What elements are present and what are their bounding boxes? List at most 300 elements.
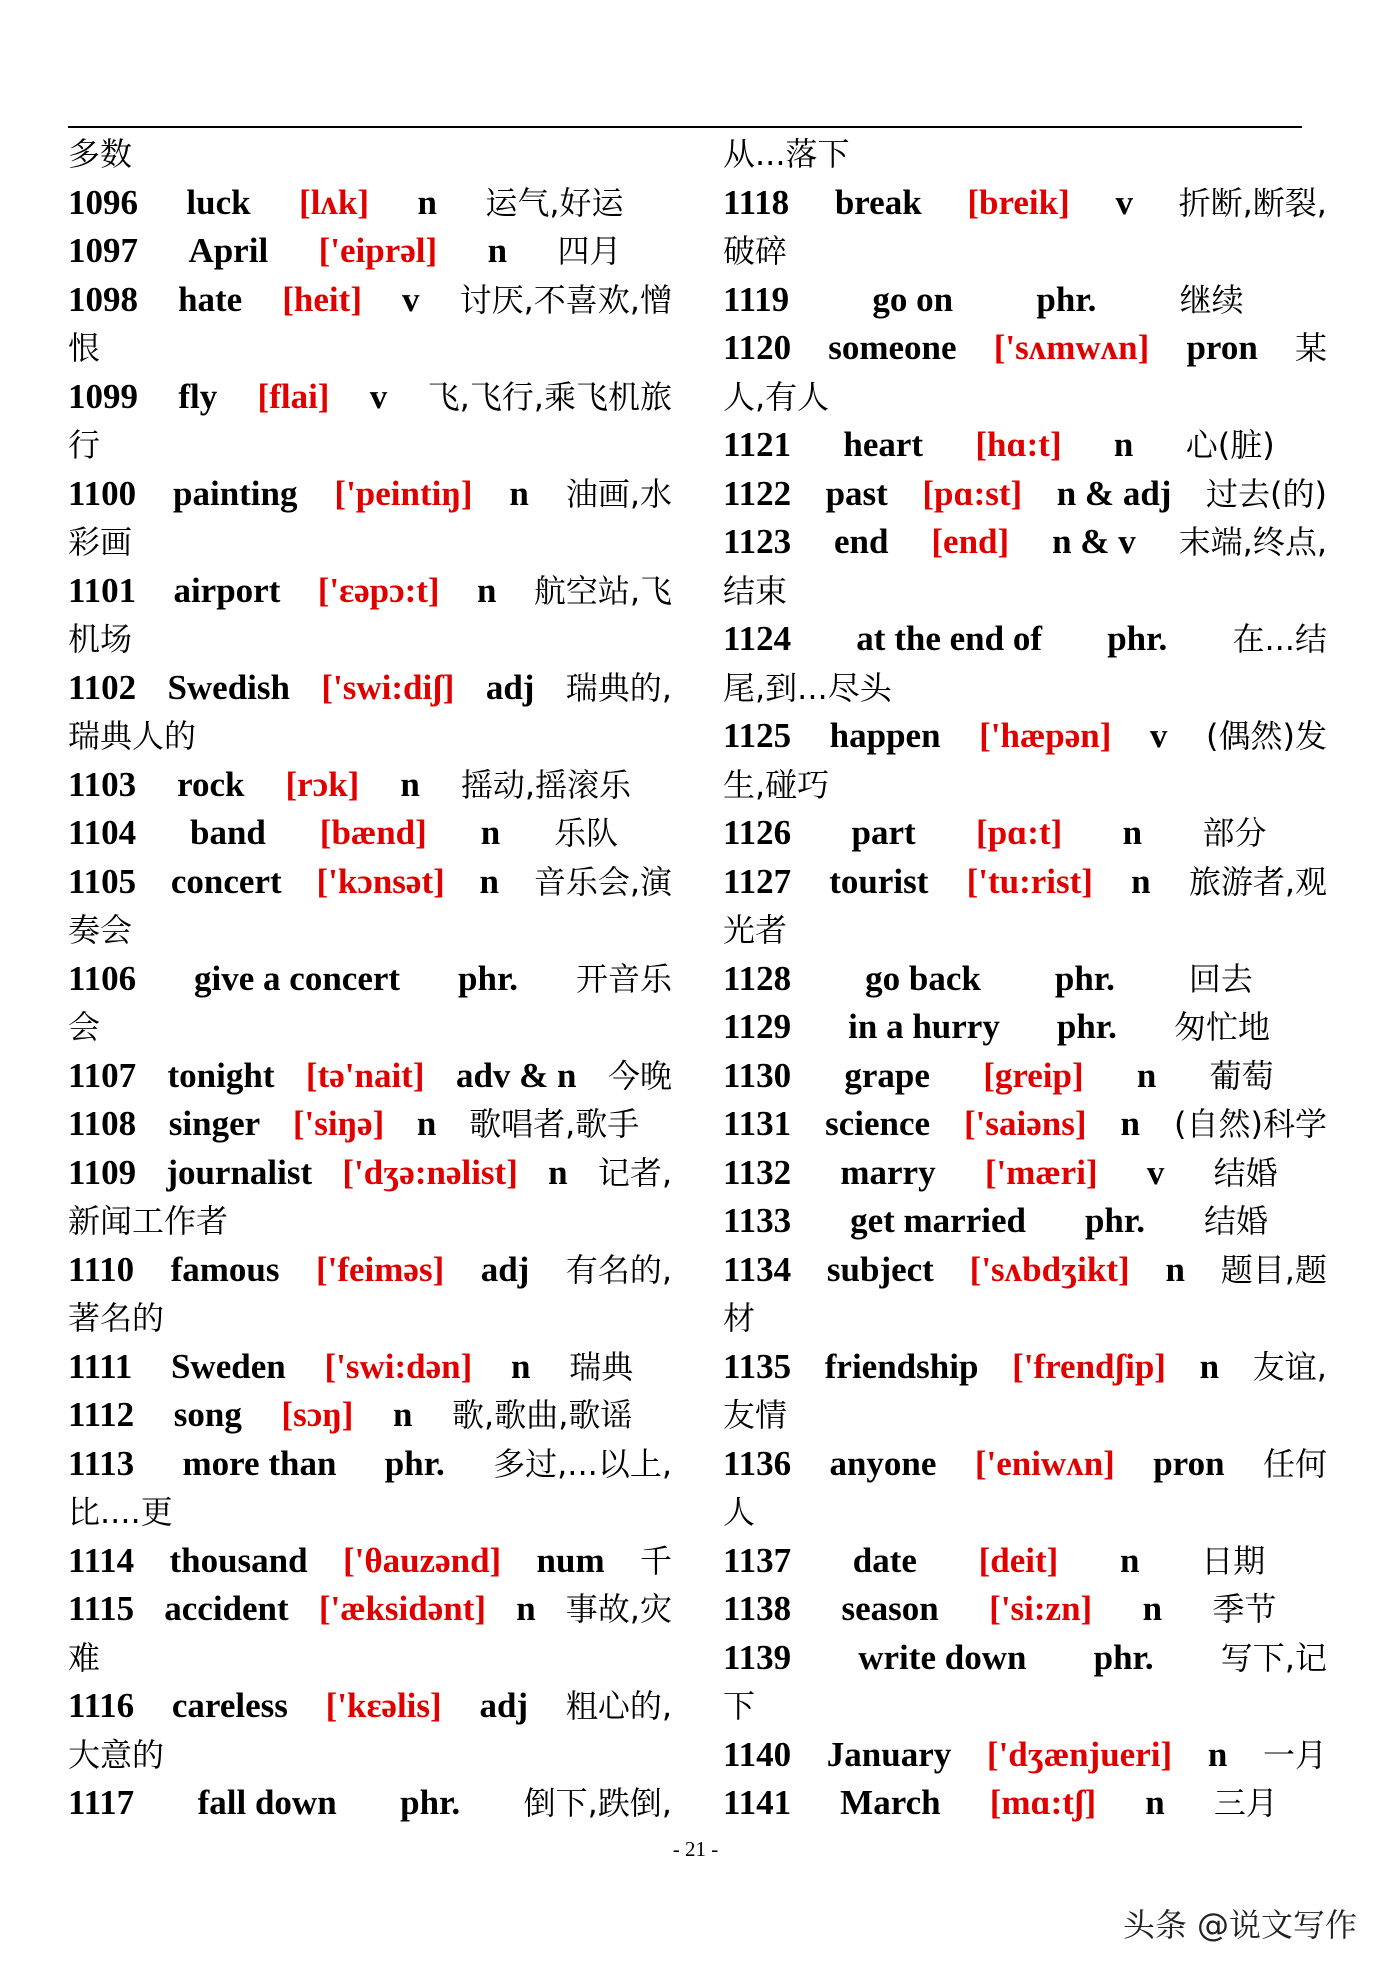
vocab-entry-line [68, 1585, 672, 1634]
vocab-entry-line [68, 567, 672, 616]
entry-definition: 讨厌,不喜欢,憎 [459, 280, 672, 319]
entry-phonetic: [hɑ:t] [975, 425, 1062, 464]
definition-continuation: 从...落下 [723, 135, 850, 173]
vocab-entry-line [68, 955, 672, 1004]
definition-continuation: 瑞典人的 [68, 717, 197, 755]
entry-definition: 今晚 [607, 1056, 672, 1095]
entry-definition: 部分 [1202, 814, 1267, 852]
entry-number: 1128 [723, 958, 792, 998]
entry-definition: 四月 [557, 232, 622, 270]
left-column [68, 130, 672, 1828]
entry-continuation-line [723, 130, 1327, 179]
entry-phonetic: ['ɛəpɔ:t] [317, 570, 440, 610]
vocab-entry-line [68, 761, 672, 810]
entry-part-of-speech: n [1207, 1734, 1228, 1774]
entry-definition: 结婚 [1203, 1202, 1268, 1240]
entry-phonetic: ['dʒə:nəlist] [342, 1152, 518, 1192]
entry-definition: 过去(的) [1205, 474, 1327, 513]
entry-word: past [825, 473, 888, 513]
entry-word: rock [177, 764, 245, 804]
entry-number: 1120 [723, 328, 792, 367]
entry-definition: 运气,好运 [485, 183, 624, 222]
entry-word: subject [826, 1249, 934, 1289]
entry-word: give a concert [194, 958, 401, 998]
entry-phonetic: ['swi:diʃ] [321, 667, 455, 707]
entry-word: heart [843, 425, 924, 464]
entry-number: 1102 [68, 667, 137, 707]
entry-continuation-line [723, 567, 1327, 616]
entry-part-of-speech: n [1131, 861, 1151, 901]
entry-word: happen [829, 716, 941, 755]
entry-word: season [841, 1589, 939, 1628]
entry-word: January [826, 1734, 952, 1774]
entry-part-of-speech: v [1149, 716, 1168, 755]
entry-word: friendship [824, 1346, 979, 1386]
definition-continuation: 结束 [723, 571, 788, 610]
definition-continuation: 生,碰巧 [723, 765, 830, 804]
definition-continuation: 比....更 [68, 1493, 173, 1531]
entry-number: 1140 [723, 1734, 792, 1774]
entry-phonetic: ['mæri] [984, 1152, 1098, 1192]
entry-definition: 歌唱者,歌手 [469, 1105, 640, 1143]
entry-phonetic: [flai] [257, 376, 330, 416]
vocab-entry-line [68, 179, 672, 228]
vocab-entry-line [68, 276, 672, 325]
entry-word: painting [173, 473, 298, 513]
entry-continuation-line [68, 1294, 672, 1343]
entry-continuation-line [68, 906, 672, 955]
entry-definition: 葡萄 [1209, 1056, 1274, 1095]
definition-continuation: 恨 [68, 329, 101, 367]
entry-definition: 有名的, [565, 1250, 672, 1289]
entry-part-of-speech: n [516, 1589, 536, 1628]
entry-word: singer [168, 1104, 261, 1143]
definition-continuation: 人,有人 [723, 377, 830, 416]
entry-definition: 折断,断裂, [1178, 183, 1327, 222]
vocab-entry-line [723, 1100, 1327, 1149]
vocab-entry-line [68, 1343, 672, 1392]
entry-number: 1116 [68, 1686, 135, 1725]
entry-definition: (自然)科学 [1174, 1105, 1327, 1143]
entry-phonetic: ['kɛəlis] [325, 1686, 442, 1725]
entry-phonetic: ['eiprəl] [318, 231, 438, 270]
definition-continuation: 机场 [68, 620, 133, 658]
entry-word: careless [171, 1686, 288, 1725]
entry-number: 1126 [723, 813, 792, 852]
vocab-entry-line [723, 955, 1327, 1004]
entry-part-of-speech: phr. [1093, 1637, 1154, 1677]
entry-phonetic: ['frendʃip] [1012, 1346, 1166, 1386]
entry-part-of-speech: pron [1153, 1443, 1225, 1483]
entry-number: 1099 [68, 376, 138, 416]
entry-number: 1118 [723, 182, 790, 222]
entry-number: 1133 [723, 1201, 792, 1240]
entry-number: 1113 [68, 1443, 135, 1483]
entry-phonetic: [end] [931, 522, 1010, 561]
entry-continuation-line [723, 906, 1327, 955]
entry-definition: 粗心的, [565, 1687, 672, 1725]
definition-continuation: 尾,到...尽头 [723, 668, 892, 707]
entry-definition: 乐队 [554, 814, 619, 852]
entry-number: 1130 [723, 1055, 792, 1095]
vocab-entry-line [723, 179, 1327, 228]
entry-number: 1129 [723, 1007, 792, 1046]
entry-part-of-speech: phr. [1107, 619, 1168, 658]
vocab-entry-line [68, 373, 672, 422]
entry-definition: 多过,...以上, [493, 1444, 672, 1483]
entry-number: 1132 [723, 1152, 792, 1192]
entry-definition: 瑞典 [569, 1347, 634, 1386]
entry-word: go on [872, 279, 954, 319]
entry-part-of-speech: adj [479, 1686, 529, 1725]
entry-number: 1131 [723, 1104, 792, 1143]
entry-definition: 友谊, [1252, 1347, 1327, 1386]
entry-part-of-speech: n [509, 473, 529, 513]
entry-continuation-line [723, 761, 1327, 810]
entry-phonetic: ['si:zn] [989, 1589, 1093, 1628]
entry-word: write down [858, 1637, 1027, 1677]
entry-continuation-line [68, 615, 672, 664]
entry-continuation-line [723, 664, 1327, 713]
entry-definition: 末端,终点, [1178, 523, 1327, 561]
entry-phonetic: [sɔŋ] [281, 1395, 354, 1434]
entry-word: thousand [169, 1540, 308, 1580]
entry-phonetic: [deit] [978, 1540, 1059, 1580]
entry-continuation-line [68, 1731, 672, 1780]
entry-phonetic: [rɔk] [285, 764, 360, 804]
definition-continuation: 人 [723, 1493, 756, 1531]
entry-part-of-speech: n [1142, 1589, 1163, 1628]
entry-phonetic: [pɑ:st] [922, 473, 1023, 513]
entry-part-of-speech: n [417, 182, 437, 222]
entry-phonetic: ['θauzənd] [342, 1540, 502, 1580]
entry-number: 1112 [68, 1395, 135, 1434]
entry-part-of-speech: pron [1186, 328, 1258, 367]
entry-continuation-line [68, 712, 672, 761]
entry-part-of-speech: phr. [458, 958, 519, 998]
header-rule [68, 126, 1302, 128]
page-number: - 21 - [672, 1837, 719, 1861]
entry-definition: 歌,歌曲,歌谣 [452, 1396, 633, 1434]
entry-definition: 瑞典的, [565, 668, 672, 707]
vocab-entry-line [723, 1779, 1327, 1828]
entry-continuation-line [68, 421, 672, 470]
entry-definition: 油画,水 [565, 474, 672, 513]
entry-word: fall down [197, 1783, 337, 1822]
entry-number: 1137 [723, 1540, 792, 1580]
entry-number: 1119 [723, 279, 790, 319]
entry-phonetic: [mɑ:tʃ] [989, 1783, 1097, 1822]
entry-part-of-speech: adv & n [455, 1055, 577, 1095]
entry-number: 1141 [723, 1783, 792, 1822]
definition-continuation: 彩画 [68, 523, 133, 561]
entry-phonetic: ['eniwʌn] [974, 1443, 1115, 1483]
entry-word: break [834, 182, 922, 222]
entry-number: 1108 [68, 1104, 137, 1143]
entry-number: 1111 [68, 1346, 133, 1386]
entry-number: 1107 [68, 1055, 137, 1095]
entry-continuation-line [723, 1294, 1327, 1343]
entry-continuation-line [68, 1634, 672, 1683]
entry-part-of-speech: n [1120, 1540, 1140, 1580]
entry-continuation-line [723, 1488, 1327, 1537]
entry-word: date [852, 1540, 917, 1580]
entry-phonetic: ['peintiŋ] [334, 473, 473, 513]
entry-word: at the end of [856, 619, 1042, 658]
entry-phonetic: ['feiməs] [315, 1249, 445, 1289]
vocab-entry-line [723, 1343, 1327, 1392]
entry-number: 1134 [723, 1249, 792, 1289]
entry-part-of-speech: n [1113, 425, 1134, 464]
entry-continuation-line [68, 324, 672, 373]
entry-number: 1110 [68, 1249, 135, 1289]
entry-definition: 旅游者,观 [1188, 862, 1327, 901]
entry-word: part [851, 813, 916, 852]
entry-word: hate [178, 279, 243, 319]
entry-number: 1115 [68, 1589, 135, 1628]
entry-part-of-speech: phr. [1036, 279, 1097, 319]
entry-word: Swedish [167, 667, 290, 707]
entry-definition: 事故,灾 [565, 1590, 672, 1628]
vocab-entry-line [723, 470, 1327, 519]
entry-part-of-speech: num [536, 1540, 605, 1580]
entry-phonetic: ['dʒænjueri] [986, 1734, 1173, 1774]
entry-part-of-speech: phr. [384, 1443, 445, 1483]
vocab-entry-line [723, 1052, 1327, 1101]
entry-word: get married [850, 1201, 1026, 1240]
entry-word: accident [164, 1589, 289, 1628]
vocab-entry-line [68, 470, 672, 519]
entry-part-of-speech: phr. [1056, 1007, 1117, 1046]
entry-number: 1114 [68, 1540, 135, 1580]
entry-part-of-speech: n [476, 570, 497, 610]
entry-part-of-speech: n [1199, 1346, 1220, 1386]
definition-continuation: 会 [68, 1008, 101, 1046]
definition-continuation: 破碎 [723, 232, 788, 270]
watermark: 头条 @说文写作 [1122, 1906, 1357, 1944]
entry-phonetic: ['sʌbdʒikt] [969, 1249, 1130, 1289]
entry-phonetic: ['kɔnsət] [316, 861, 445, 901]
entry-continuation-line [68, 518, 672, 567]
vocab-entry-line [723, 615, 1327, 664]
entry-number: 1122 [723, 473, 792, 513]
entry-phonetic: ['sʌmwʌn] [993, 328, 1150, 367]
entry-part-of-speech: n [1122, 813, 1143, 852]
vocab-entry-line [68, 1779, 672, 1828]
entry-continuation-line [723, 373, 1327, 422]
entry-word: grape [844, 1055, 930, 1095]
definition-continuation: 友情 [723, 1396, 788, 1434]
entry-definition: 飞,飞行,乘飞机旅 [427, 377, 672, 416]
entry-word: in a hurry [848, 1007, 1000, 1046]
definition-continuation: 大意的 [68, 1735, 165, 1774]
vocab-entry-line [723, 1731, 1327, 1780]
entry-part-of-speech: n [1165, 1249, 1185, 1289]
definition-continuation: 光者 [723, 911, 788, 949]
entry-part-of-speech: n [479, 861, 500, 901]
entry-definition: 写下,记 [1220, 1638, 1327, 1677]
definition-continuation: 难 [68, 1638, 101, 1677]
entry-word: fly [178, 376, 218, 416]
entry-definition: 任何 [1262, 1444, 1327, 1483]
entry-phonetic: [heit] [282, 279, 362, 319]
definition-continuation: 行 [68, 426, 101, 464]
entry-phonetic: ['siŋə] [292, 1104, 385, 1143]
entry-number: 1096 [68, 182, 138, 222]
entry-number: 1109 [68, 1152, 137, 1192]
entry-definition: 匆忙地 [1173, 1008, 1270, 1046]
right-column [723, 130, 1327, 1828]
vocab-entry-line [723, 1440, 1327, 1489]
definition-continuation: 下 [723, 1687, 756, 1725]
vocab-entry-line [68, 664, 672, 713]
entry-part-of-speech: n [548, 1152, 568, 1192]
entry-word: airport [173, 570, 281, 610]
entry-definition: 题目,题 [1220, 1250, 1327, 1289]
entry-number: 1127 [723, 861, 792, 901]
entry-part-of-speech: v [1146, 1152, 1165, 1192]
entry-word: band [189, 813, 266, 852]
vocab-entry-line [723, 1246, 1327, 1295]
entry-part-of-speech: v [402, 279, 420, 319]
definition-continuation: 著名的 [68, 1299, 165, 1337]
entry-part-of-speech: n [416, 1104, 437, 1143]
entry-word: anyone [829, 1443, 937, 1483]
entry-definition: 倒下,跌倒, [523, 1784, 672, 1822]
entry-part-of-speech: phr. [1084, 1201, 1145, 1240]
entry-number: 1138 [723, 1589, 792, 1628]
entry-word: Sweden [170, 1346, 286, 1386]
entry-definition: 在...结 [1232, 620, 1327, 658]
entry-phonetic: [bænd] [319, 813, 427, 852]
entry-phonetic: ['æksidənt] [318, 1589, 487, 1628]
entry-number: 1103 [68, 764, 137, 804]
entry-word: concert [170, 861, 282, 901]
entry-definition: 日期 [1201, 1541, 1266, 1580]
vocab-entry-line [723, 421, 1327, 470]
entry-number: 1106 [68, 958, 137, 998]
vocab-entry-line [723, 809, 1327, 858]
entry-definition: 航空站,飞 [533, 571, 672, 610]
entry-word: luck [186, 182, 251, 222]
entry-definition: 结婚 [1213, 1153, 1278, 1192]
entry-phonetic: ['saiəns] [964, 1104, 1087, 1143]
entry-number: 1105 [68, 861, 137, 901]
entry-part-of-speech: adj [480, 1249, 530, 1289]
entry-continuation-line [723, 1391, 1327, 1440]
entry-part-of-speech: n [480, 813, 501, 852]
vocab-entry-line [68, 858, 672, 907]
entry-phonetic: [pɑ:t] [976, 813, 1063, 852]
entry-part-of-speech: phr. [1054, 958, 1115, 998]
vocab-entry-line [68, 1682, 672, 1731]
entry-part-of-speech: n [1145, 1783, 1165, 1822]
entry-definition: 摇动,摇滚乐 [460, 765, 631, 804]
definition-continuation: 奏会 [68, 911, 133, 949]
vocab-entry-line [723, 1634, 1327, 1683]
vocab-entry-line [68, 1537, 672, 1586]
entry-continuation-line [68, 1488, 672, 1537]
vocab-entry-line [68, 1246, 672, 1295]
entry-phonetic: ['swi:dən] [324, 1346, 473, 1386]
entry-word: marry [840, 1152, 936, 1192]
entry-part-of-speech: n & v [1052, 522, 1136, 561]
entry-word: tonight [167, 1055, 275, 1095]
entry-part-of-speech: n [487, 231, 508, 270]
entry-part-of-speech: n [400, 764, 420, 804]
vocab-entry-line [723, 276, 1327, 325]
entry-part-of-speech: v [369, 376, 388, 416]
entry-number: 1100 [68, 473, 137, 513]
vocab-entry-line [723, 712, 1327, 761]
entry-number: 1097 [68, 231, 138, 270]
vocab-entry-line [723, 858, 1327, 907]
entry-definition: 记者, [597, 1153, 672, 1192]
entry-number: 1125 [723, 716, 792, 755]
entry-number: 1135 [723, 1346, 792, 1386]
entry-definition: 心(脏) [1185, 426, 1275, 464]
entry-part-of-speech: n [392, 1395, 413, 1434]
entry-definition: 季节 [1212, 1590, 1277, 1628]
entry-phonetic: [tə'nait] [305, 1055, 425, 1095]
entry-word: famous [170, 1249, 280, 1289]
entry-definition: 千 [639, 1541, 672, 1580]
entry-word: end [834, 522, 889, 561]
entry-phonetic: [lʌk] [299, 182, 370, 222]
entry-word: tourist [829, 861, 929, 901]
vocab-entry-line [723, 1197, 1327, 1246]
entry-continuation-line [68, 130, 672, 179]
entry-number: 1124 [723, 619, 792, 658]
vocab-entry-line [68, 809, 672, 858]
entry-number: 1121 [723, 425, 792, 464]
entry-continuation-line [68, 1197, 672, 1246]
vocab-entry-line [723, 1585, 1327, 1634]
entry-number: 1139 [723, 1637, 792, 1677]
entry-word: science [825, 1104, 931, 1143]
entry-definition: 开音乐 [575, 959, 672, 998]
entry-phonetic: [greip] [983, 1055, 1084, 1095]
vocab-entry-line [723, 1003, 1327, 1052]
definition-continuation: 材 [723, 1299, 756, 1337]
entry-phonetic: [breik] [967, 182, 1070, 222]
entry-phonetic: ['hæpən] [979, 716, 1112, 755]
vocab-entry-line [68, 1149, 672, 1198]
entry-word: journalist [166, 1152, 313, 1192]
entry-part-of-speech: n & adj [1056, 473, 1172, 513]
vocab-entry-line [68, 1440, 672, 1489]
entry-continuation-line [723, 1682, 1327, 1731]
entry-word: someone [828, 328, 957, 367]
vocab-entry-line [723, 1149, 1327, 1198]
entry-word: March [840, 1783, 941, 1822]
entry-number: 1123 [723, 522, 792, 561]
entry-word: more than [182, 1443, 337, 1483]
vocab-entry-line [723, 324, 1327, 373]
entry-part-of-speech: n [1120, 1104, 1140, 1143]
vocab-entry-line [68, 1052, 672, 1101]
definition-continuation: 多数 [68, 135, 133, 173]
entry-part-of-speech: phr. [400, 1783, 461, 1822]
vocab-entry-line [723, 518, 1327, 567]
entry-definition: 三月 [1213, 1784, 1278, 1822]
entry-definition: (偶然)发 [1205, 717, 1327, 755]
entry-definition: 回去 [1188, 959, 1253, 998]
entry-word: go back [865, 958, 981, 998]
vocab-entry-line [68, 1100, 672, 1149]
entry-definition: 继续 [1179, 280, 1244, 319]
entry-phonetic: ['tu:rist] [966, 861, 1093, 901]
